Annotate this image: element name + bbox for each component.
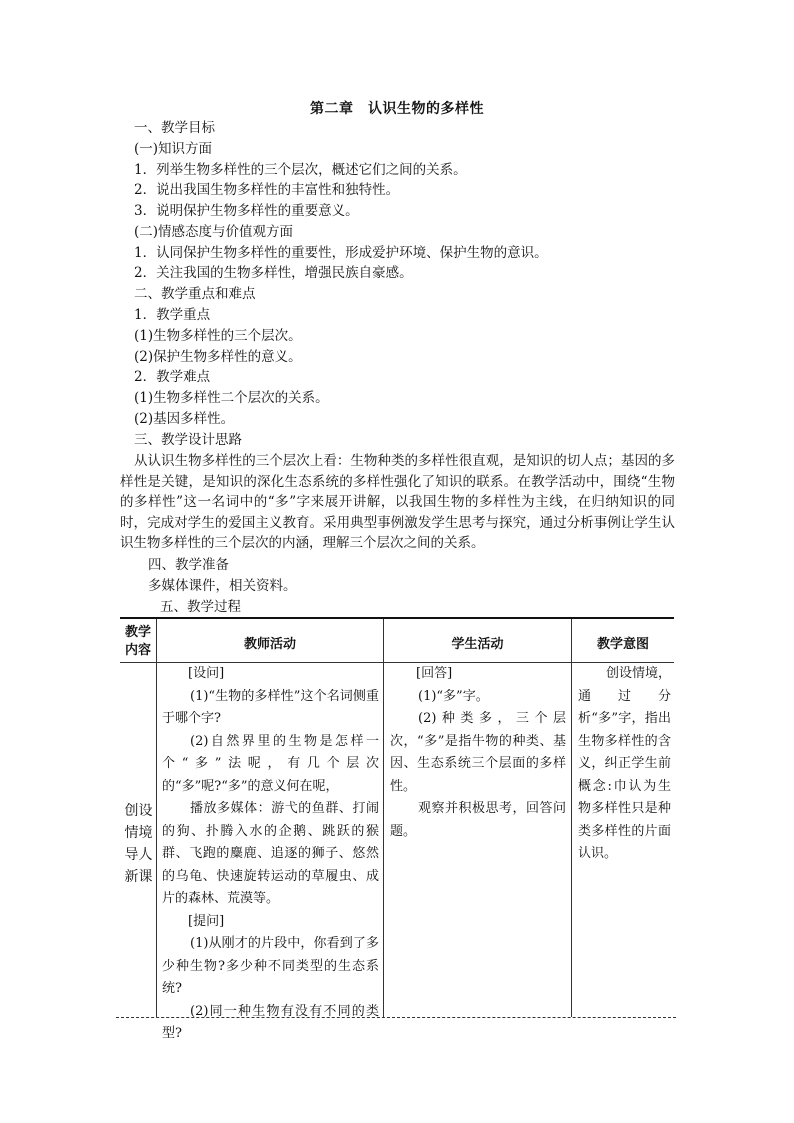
chapter-title: 第二章 认识生物的多样性	[310, 101, 484, 117]
column-divider	[571, 619, 572, 1017]
outline-line: 3．说明保护生物多样性的重要意义。	[134, 203, 359, 219]
teacher-line: [提问]	[188, 913, 225, 929]
row-content-label: 创设情境导人新课	[124, 803, 153, 885]
student-activity-cell	[390, 663, 566, 843]
teacher-line: (2)同一种生物有没有不同的类型?	[162, 1003, 379, 1041]
teacher-line: (1)从刚才的片段中，你看到了多少种生物?多少种不同类型的生态系统?	[162, 936, 379, 996]
header-student: 学生活动	[451, 637, 504, 652]
outline-line: 2．说出我国生物多样性的丰富性和独特性。	[134, 182, 400, 198]
table-bottom-dashed-border	[116, 1017, 676, 1018]
student-line: (1)“多”字。	[418, 688, 489, 704]
intent-cell	[578, 663, 671, 866]
teacher-activity-cell	[162, 663, 379, 1046]
header-content: 教学内容	[124, 625, 151, 658]
header-intent: 教学意图	[596, 637, 649, 652]
prep-text: 多媒体课件，相关资料。	[148, 578, 297, 594]
process-heading: 五、教学过程	[160, 599, 241, 615]
student-line: 观察并积极思考，回答问题。	[390, 801, 566, 839]
outline-line: (二)情感态度与价值观方面	[134, 224, 294, 240]
outline-line: (1)生物多样性二个层次的关系。	[134, 390, 329, 406]
outline-line: 一、教学目标	[134, 120, 215, 136]
teacher-line: 播放多媒体：游弋的鱼群、打闹的狗、扑腾入水的企鹅、跳跃的猴群、飞跑的麋鹿、追逐的狮子、悠然的乌龟、快速旋转运动的草履虫、成片的森林、荒漠等。	[162, 801, 379, 906]
design-paragraph: 从认识生物多样性的三个层次上看：生物种类的多样性很直观，是知识的切人点；基因的多样性是关键，是知识的深化生态系统的多样性强化了知识的联系。在教学活动中，围绕“生物的多样性”这一名词中的“多”字来展开讲解，以我国生物的多样性为主线，在归纳知识的同时，完成对学生的爱国主义教育。采用典型事例激发学生思考与探究，通过分析事例让学生认识生物多样性的三个层次的内涵，理解三个层次之间的关系。	[120, 453, 675, 552]
header-teacher: 教师活动	[243, 637, 296, 652]
student-line: [回答]	[416, 666, 453, 681]
outline-line: 1．列举生物多样性的三个层次，概述它们之间的关系。	[134, 162, 467, 178]
outline-line: (一)知识方面	[134, 141, 213, 157]
table-top-border	[120, 617, 674, 619]
outline-line: (1)生物多样性的三个层次。	[134, 328, 302, 344]
teacher-line: [设问]	[188, 666, 225, 681]
teacher-line: (2)自然界里的生物是怎样一个“多”法呢，有几个层次的“多”呢?“多”的意义何在呢，	[162, 733, 379, 794]
outline-line: 2．关注我国的生物多样性，增强民族自豪感。	[134, 265, 413, 281]
column-divider	[383, 619, 384, 1017]
outline-line: 1．认同保护生物多样性的重要性，形成爱护环境、保护生物的意识。	[134, 245, 548, 261]
outline-line: 2．教学难点	[134, 369, 211, 385]
outline-line: (2)基因多样性。	[134, 411, 235, 427]
outline-line: 1．教学重点	[134, 307, 211, 323]
outline-line: 三、教学设计思路	[134, 432, 242, 448]
teacher-line: (1)“生物的多样性”这个名词侧重于哪个字?	[162, 688, 379, 726]
student-line: (2)种类多，三个层次，“多”是指牛物的种类、基因、生态系统三个层面的多样性。	[390, 711, 566, 794]
prep-heading: 四、教学准备	[148, 557, 229, 573]
intent-text: 创设情境，通过分析“多”字，指出生物多样性的含义，纠正学生前概念:巾认为生物多样性只是种类多样性的片面认识。	[578, 666, 672, 861]
outline-line: (2)保护生物多样性的意义。	[134, 349, 302, 365]
outline-line: 二、教学重点和难点	[134, 286, 256, 302]
